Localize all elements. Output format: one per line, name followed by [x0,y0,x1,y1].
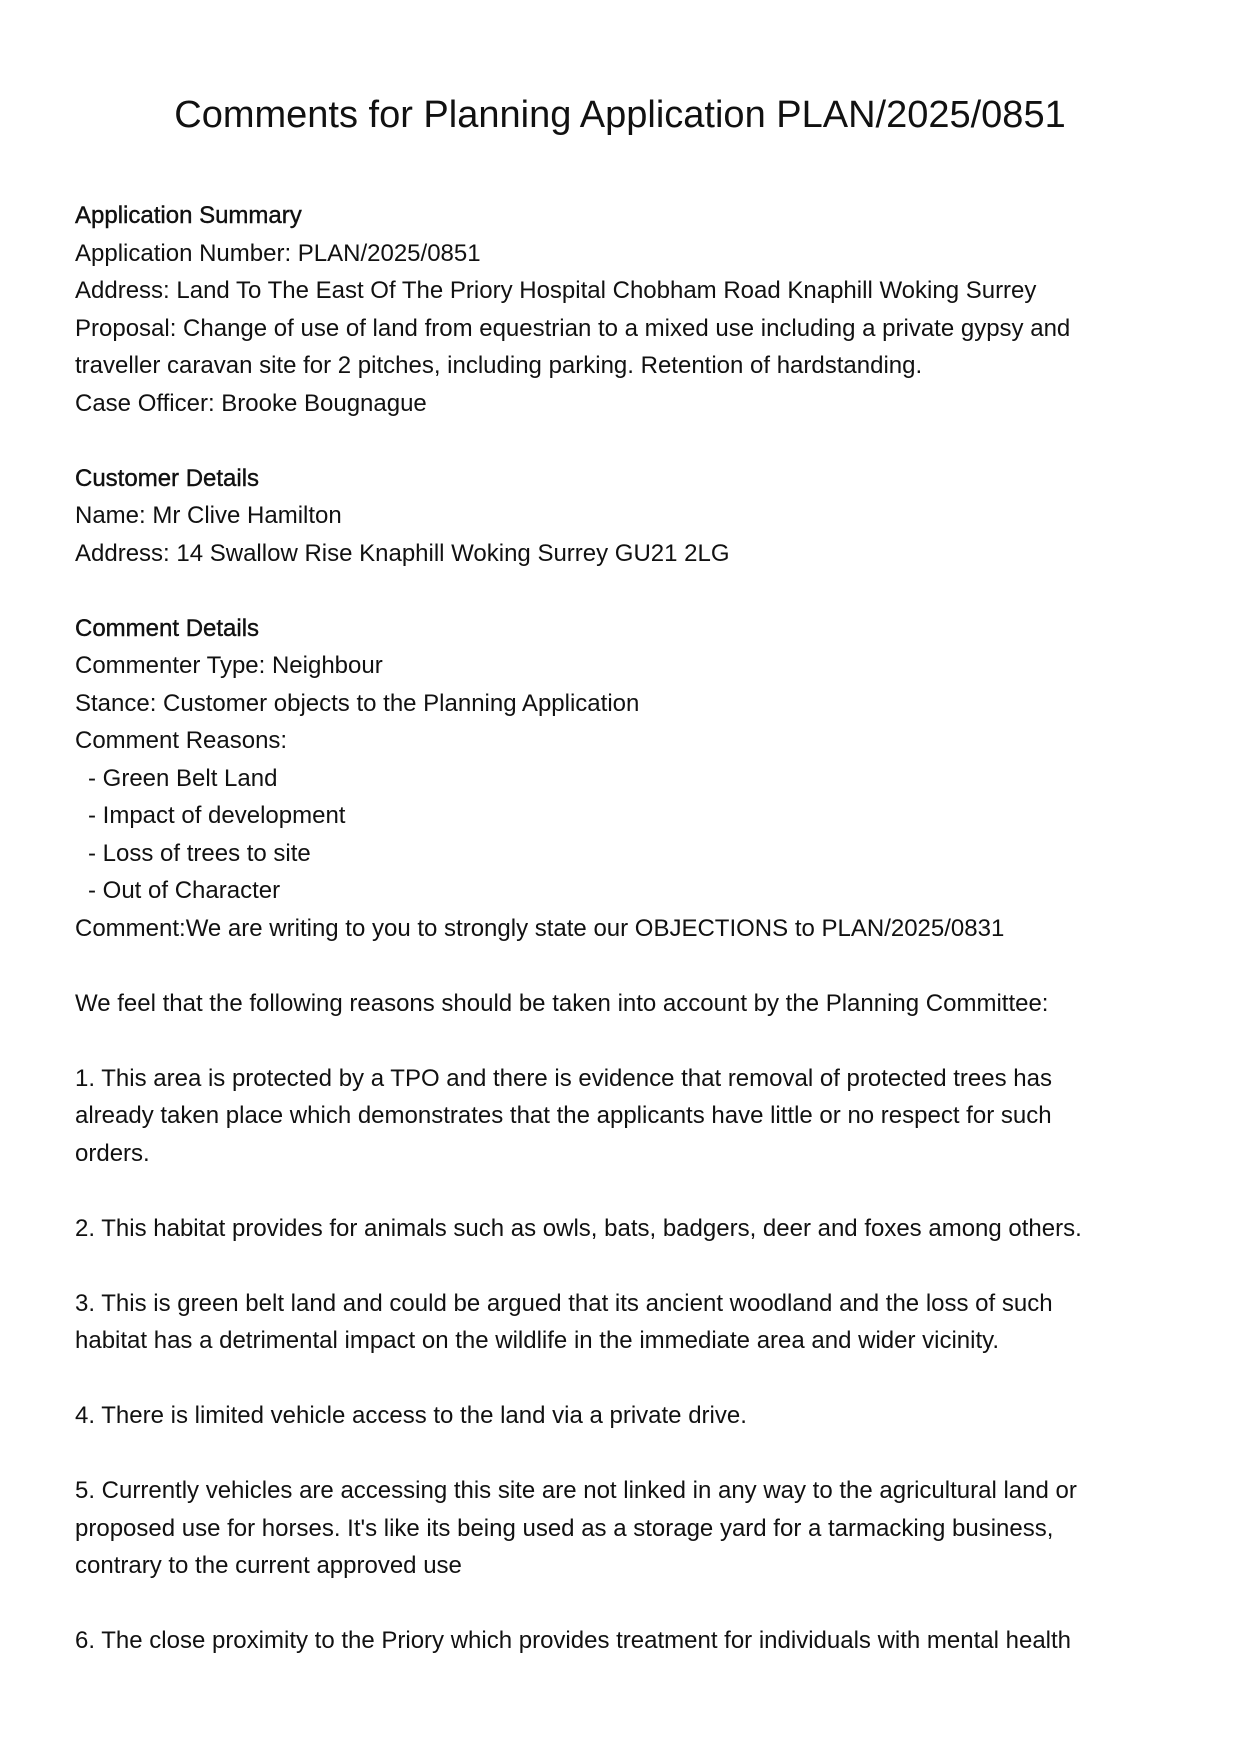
spacer [75,1022,1175,1060]
comment-reason-item: - Out of Character [88,877,281,904]
objection-point-line: already taken place which demonstrates that the applicants have little or no respect for such [75,1102,1052,1129]
commenter-type: Commenter Type: Neighbour [75,652,383,679]
spacer [75,947,1175,985]
application-summary-heading: Application Summary [75,202,302,229]
objection-point-line: habitat has a detrimental impact on the wildlife in the immediate area and wider vicinity. [75,1327,1000,1354]
spacer [75,1585,1175,1623]
spacer [75,1247,1175,1285]
objection-point-line: 4. There is limited vehicle access to the land via a private drive. [75,1402,747,1429]
comment-intro: Comment:We are writing to you to strongly state our OBJECTIONS to PLAN/2025/0831 [75,914,1005,942]
spacer [75,422,1175,460]
spacer [75,1172,1175,1210]
comment-reason-item: - Impact of development [88,802,346,829]
case-officer: Case Officer: Brooke Bougnague [75,389,427,417]
proposal-line-1: Proposal: Change of use of land from equestrian to a mixed use including a private gypsy and [75,314,1071,342]
objection-point-line: 5. Currently vehicles are accessing this site are not linked in any way to the agricultural land or [75,1477,1077,1504]
objection-point-line: proposed use for horses. It's like its being used as a storage yard for a tarmacking business, [75,1514,1054,1542]
objection-point-line: 2. This habitat provides for animals such as owls, bats, badgers, deer and foxes among others. [75,1214,1082,1242]
application-address: Address: Land To The East Of The Priory Hospital Chobham Road Knaphill Woking Surrey [75,277,1037,304]
objection-point-line: contrary to the current approved use [75,1552,462,1579]
customer-details-section [75,460,1175,573]
spacer [75,1435,1175,1473]
objection-point-5 [75,1472,1175,1585]
page-title: Comments for Planning Application PLAN/2025/0851 [174,94,1066,136]
spacer [75,572,1175,610]
objection-point-line: 6. The close proximity to the Priory which provides treatment for individuals with mental health [75,1627,1072,1654]
customer-address: Address: 14 Swallow Rise Knaphill Woking Surrey GU21 2LG [75,539,730,567]
document-body [75,197,1175,1660]
comment-reason-item: - Loss of trees to site [88,839,311,867]
comment-preamble: We feel that the following reasons should be taken into account by the Planning Committee: [75,989,1049,1017]
application-summary-section [75,197,1175,422]
proposal-line-2: traveller caravan site for 2 pitches, including parking. Retention of hardstanding. [75,352,923,379]
comment-reason-item: - Green Belt Land [88,764,278,792]
comment-details-section [75,610,1175,1660]
objection-point-line: 1. This area is protected by a TPO and there is evidence that removal of protected trees has [75,1064,1052,1092]
customer-details-heading: Customer Details [75,464,260,492]
objection-point-1 [75,1060,1175,1173]
objection-point-line: orders. [75,1139,150,1167]
comment-reasons-label: Comment Reasons: [75,727,288,754]
comment-details-heading: Comment Details [75,614,260,642]
objection-point-4 [75,1397,1175,1435]
objection-point-2 [75,1210,1175,1248]
spacer [75,1360,1175,1398]
objection-point-line: 3. This is green belt land and could be argued that its ancient woodland and the loss of such [75,1289,1053,1317]
objection-point-6 [75,1622,1175,1660]
stance: Stance: Customer objects to the Planning Application [75,689,640,717]
customer-name: Name: Mr Clive Hamilton [75,502,342,529]
application-number: Application Number: PLAN/2025/0851 [75,239,481,267]
objection-point-3 [75,1285,1175,1360]
